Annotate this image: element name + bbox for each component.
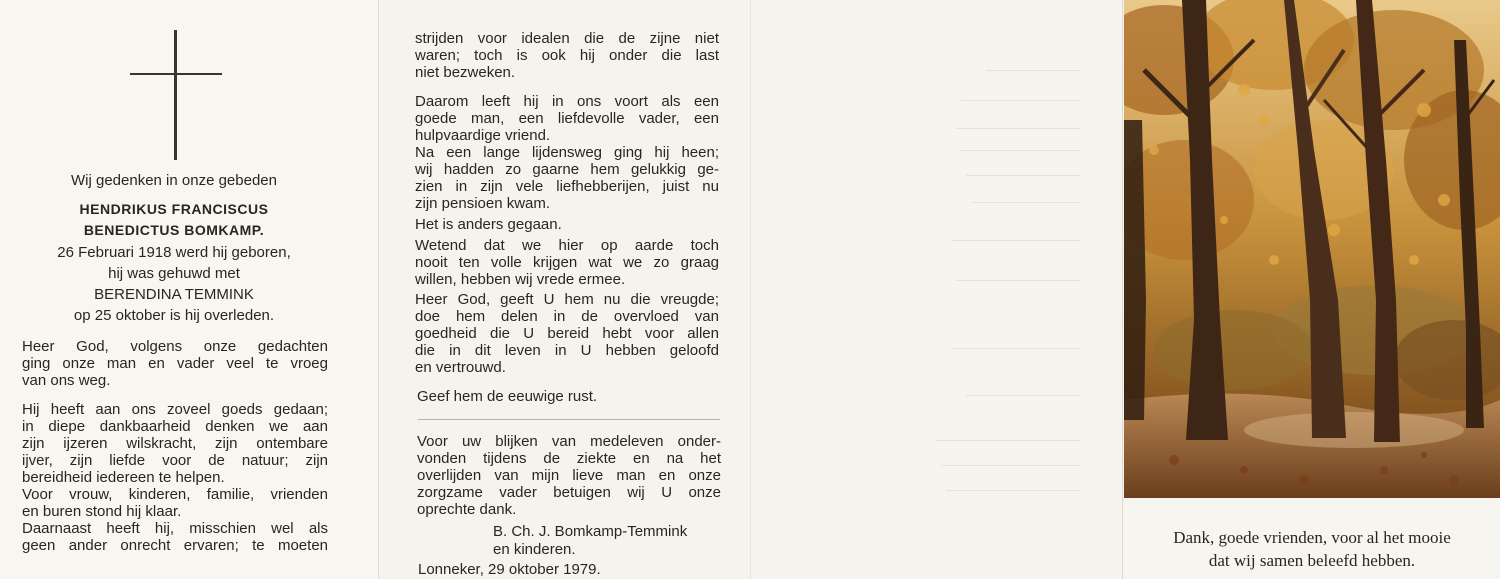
- paragraph-legacy: Daarom leeft hij in ons voort als een goede man, een liefdevolle vader, een hulpvaardige vriend. Na een lange lijdensweg ging hij heen; wij hadden zo gaarne hem gelukkig ge- zien in zijn vele liefhebberijen, juist nu zijn pensioen kwam.: [415, 93, 719, 212]
- paragraph-god-thoughts: Heer God, volgens onze gedachten ging onze man en vader veel te vroeg van ons weg.: [22, 338, 328, 389]
- death-text: op 25 oktober is hij overleden.: [73, 307, 275, 324]
- deceased-name-line-2: BENEDICTUS BOMKAMP.: [83, 222, 265, 238]
- deceased-name-line-1: HENDRIKUS FRANCISCUS: [79, 201, 269, 217]
- signature-name: B. Ch. J. Bomkamp-Temmink: [493, 523, 688, 540]
- paragraph-different: Het is anders gegaan.: [415, 216, 562, 233]
- spouse-name: BERENDINA TEMMINK: [94, 286, 254, 303]
- paragraph-tribute: Hij heeft aan ons zoveel goeds gedaan; in diepe dankbaarheid denken we aan zijn ijzeren wilskracht, zijn ontembare ijver, zijn liefde voor de natuur; zijn bereidheid iedereen te helpen. Voor vrouw, kinderen, familie, vrienden en buren stond hij klaar. Daarnaast heeft hij, misschien wel als geen ander onrecht ervaren; te moeten: [22, 401, 328, 554]
- divider: [418, 419, 720, 420]
- signature-family: en kinderen.: [493, 541, 576, 558]
- autumn-forest-photo: [1124, 0, 1500, 498]
- paragraph-peace: Wetend dat we hier op aarde toch nooit ten volle krijgen wat we zo graag willen, hebben wij vrede ermee.: [415, 237, 719, 288]
- paragraph-prayer: Heer God, geeft U hem nu die vreugde; doe hem delen in de overvloed van goedheid die U bereid hebt voor allen die in dit leven in U hebben geloofd en vertrouwd.: [415, 291, 719, 376]
- paragraph-ideals: strijden voor idealen die de zijne niet waren; toch is ook hij onder die last niet bezweken.: [415, 30, 719, 81]
- thanks-paragraph: Voor uw blijken van medeleven onder- vonden tijdens de ziekte en na het overlijden van mijn lieve man en onze zorgzame vader betuigen wij U onze oprechte dank.: [417, 433, 721, 518]
- cross-icon: [130, 30, 222, 160]
- blank-back-panel: [750, 0, 1122, 579]
- intro-text: Wij gedenken in onze gebeden: [71, 172, 277, 189]
- closing-line: Geef hem de eeuwige rust.: [417, 388, 598, 405]
- place-date: Lonneker, 29 oktober 1979.: [418, 561, 601, 578]
- photo-caption-line-2: dat wij samen beleefd hebben.: [1208, 551, 1416, 570]
- photo-caption-line-1: Dank, goede vrienden, voor al het mooie: [1173, 528, 1451, 547]
- left-panel: [0, 0, 378, 579]
- birth-text: 26 Februari 1918 werd hij geboren,: [57, 244, 291, 261]
- married-text: hij was gehuwd met: [108, 265, 240, 282]
